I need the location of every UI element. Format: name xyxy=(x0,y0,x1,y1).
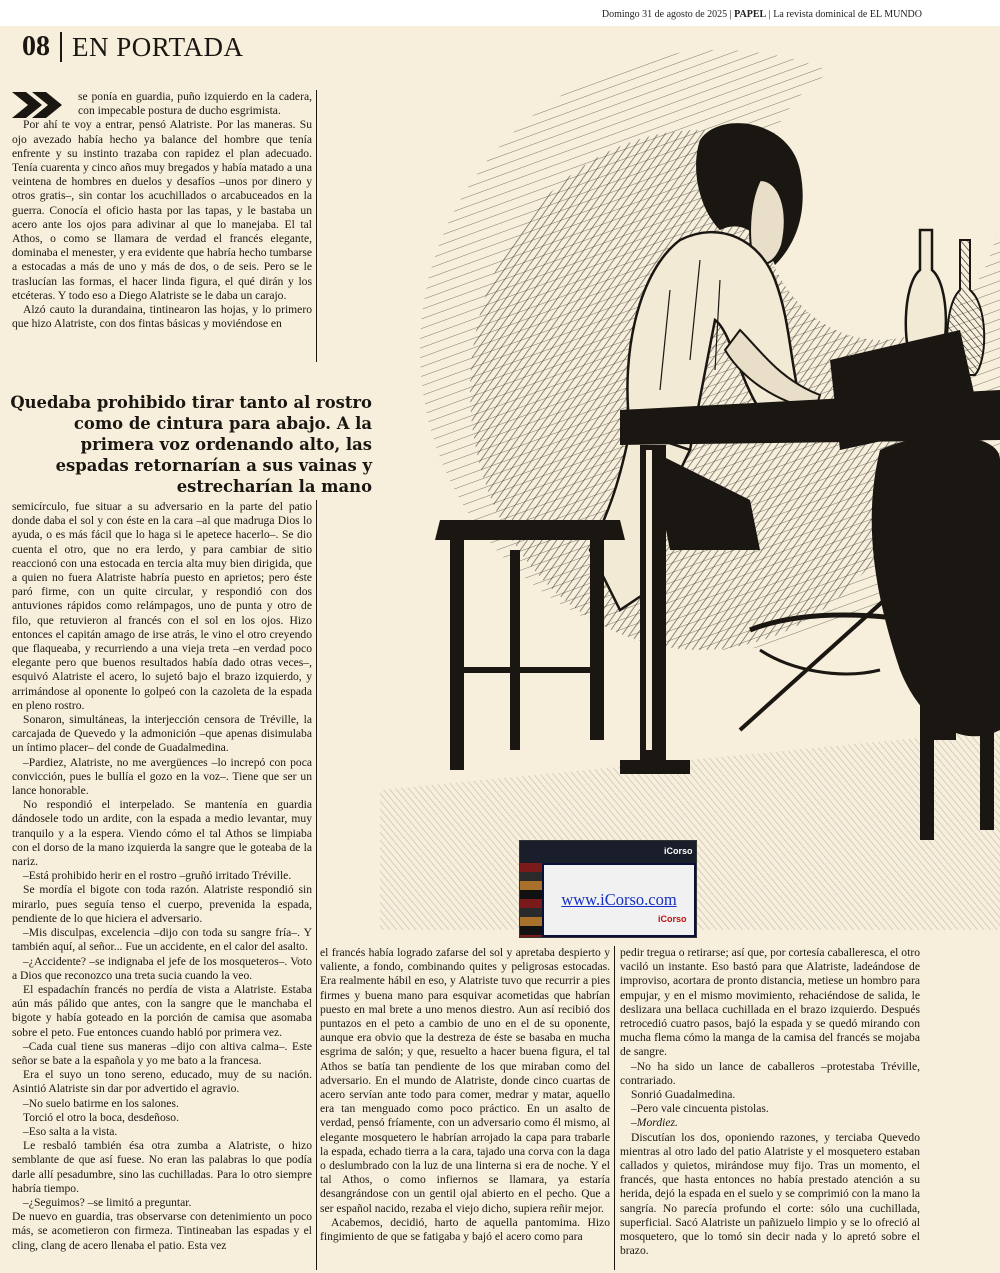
page-number: 08 xyxy=(22,32,62,62)
paragraph: –Pero vale cincuenta pistolas. xyxy=(631,1102,769,1116)
column-rule xyxy=(316,500,317,1270)
article-column-2 xyxy=(320,946,610,1270)
section-title: EN PORTADA xyxy=(72,32,244,62)
paragraph: –Está prohibido herir en el rostro –gruñó irritado Tréville. xyxy=(23,869,292,883)
paragraph: El espadachín francés no perdía de vista a Alatriste. Estaba aún más pálido que antes, con la sangre que le manchaba el bigote y había goteado en la porción de camisa que asomaba sobre el peto. Fue entonces cuando habló por primera vez. xyxy=(12,982,312,1039)
dateline: Domingo 31 de agosto de 2025 | PAPEL | La revista dominical de EL MUNDO xyxy=(601,9,922,20)
paragraph: el francés había logrado zafarse del sol y apretaba despierto y valiente, a fondo, combinando quites y peligrosas estocadas. Era realmente hábil en eso, y Alatriste tuvo que recurrir a pies firmes y buena mano para esquivar acometidas que habrían puesto en mal brete a uno menos diestro. Aun así recibió dos puntazos en el peto a cambio de uno en el de su oponente, aunque era obvio que la destreza de éste se basaba en mucha esgrima de salón; y que, resuelto a hacer buena figura, el tal Athos se batía tan pendiente de los que miraban como del adversario. En el mundo de Alatriste, donde cinco cuartas de acero servían ante todo para comer, medrar y matar, aquello era tan menguado como poco práctico. En un asalto de verdad, pensó fríamente, con un adversario como él mismo, al elegante mosquetero le habrían arrojado la capa para trabarle la espada, echado tierra a la cara, tajado una corva con la daga o deslumbrado con la luz de una linterna si era de noche. Y el tal Athos, o como infiernos se llamara, ya estaría desangrándose con un gentil ojal abierto en el pecho. Que a ser español nacido, rezaba el viejo dicho, supiera reñir mejor. xyxy=(320,946,610,1215)
paragraph: De nuevo en guardia, tras observarse con detenimiento un poco más, se acometieron con firmeza. Tintineaban las espadas y el cling, clang de acero llenaba el patio. Esta vez xyxy=(12,1210,312,1252)
article-column-3 xyxy=(620,946,920,1270)
article-column-1-bottom xyxy=(12,500,312,1270)
paragraph: Torció el otro la boca, desdeñoso. xyxy=(23,1110,179,1124)
paragraph: Por ahí te voy a entrar, pensó Alatriste. Por las maneras. Su ojo avezado había hecho ya balance del hombre que tenía enfrente y su instinto trazaba con rapidez el plan adecuado. Tenía cuarenta y cinco años muy bregados y había matado a una veintena de hombres en duelos y desafíos –unos por dinero y otros gratis–, sin contar los acuchillados o arcabuceados en la guerra. Conocía el oficio hasta por las tapas, y le bastaba un acero ante los ojos para adivinar al que lo manejaba. El tal Athos, o como se llamara de verdad el francés elegante, dominaba el menester, y era evidente que habría hecho tumbarse a estocadas a más de uno y más de dos, o de seis. Pero se le traslucían las formas, el hacer linda figura, el qué dirán y los etcéteras. Y todo eso a Diego Alatriste se le daba un carajo. xyxy=(12,118,312,302)
paragraph: –¿Accidente? –se indignaba el jefe de los mosqueteros–. Voto a Dios que reconozco una treta sucia cuando la veo. xyxy=(12,954,312,982)
paragraph: se ponía en guardia, puño izquierdo en la cadera, con impecable postura de ducho esgrimista. xyxy=(78,90,312,118)
paragraph: No respondió el interpelado. Se mantenía en guardia dándosele todo un ardite, con la espada a medio levantar, muy tranquilo y a la espera. Viendo cómo el tal Athos se limpiaba con el dorso de la mano izquierda la sangre que le goteaba de la nariz. xyxy=(12,798,312,869)
paragraph: Era el suyo un tono sereno, educado, muy de su nación. Asintió Alatriste sin dar por advertido el agravio. xyxy=(12,1068,312,1096)
section-header xyxy=(22,30,243,64)
watermark-brand: iCorso xyxy=(658,914,687,924)
paragraph: Acabemos, decidió, harto de aquella pantomima. Hizo fingimiento de que se fatigaba y bajó el acero como para xyxy=(320,1215,610,1244)
paragraph: –Pardiez, Alatriste, no me avergüences –lo increpó con poca convicción, pues le bullía el gozo en la voz–. Tiene que ser un lance honorable. xyxy=(12,755,312,798)
pull-quote: Quedaba prohibido tirar tanto al rostro como de cintura para abajo. A la primera voz ordenando alto, las espadas retornarían a sus vainas y estrecharían la mano xyxy=(10,393,372,496)
top-bar xyxy=(0,0,1000,26)
paragraph: Alzó cauto la durandaina, tintinearon las hojas, y lo primero que hizo Alatriste, con dos fintas básicas y moviéndose en xyxy=(12,303,312,331)
paragraph: –No ha sido un lance de caballeros –protestaba Tréville, contrariado. xyxy=(620,1059,920,1087)
paragraph: semicírculo, fue situar a su adversario en la parte del patio donde daba el sol y con éste en la cara –al que madruga Dios lo ayuda, o es más fácil que lo haga si le apetece hacerlo–. Se dio cuenta el otro, que no era lerdo, y para cambiar de sitio reaccionó con una estocada en tercia alta muy bien dirigida, que a quien no fuera Alatriste habría puesto en aprietos; pero éste paró firme, con un quite circular, y respondió con dos antuviones rápidos como relámpagos, uno de punta y otro de filo, que retuvieron al francés con el sol en los ojos. Hizo entonces el capitán amago de irse atrás, le vino el otro creyendo que flaqueaba, y recurriendo a una vieja treta –en verdad poco elegante pero que buenos resultados había dado otras veces–, esquivó Alatriste el acero, lo sujetó bajo el brazo izquierdo, y arrimándose al oponente lo golpeó con la cazoleta de la espada en pleno rostro. xyxy=(12,500,312,712)
paragraph: Le resbaló también ésa otra zumba a Alatriste, o hizo semblante de que así fuese. No eran las palabras lo que podía darle allí pesadumbre, sino las cuchilladas. Para lo otro siempre habría tiempo. xyxy=(12,1139,312,1195)
paragraph-italic xyxy=(620,1116,920,1130)
paragraph: Sonrió Guadalmedina. xyxy=(631,1088,736,1102)
paragraph: –¿Seguimos? –se limitó a preguntar. xyxy=(23,1195,192,1209)
paragraph: –Eso salta a la vista. xyxy=(23,1124,118,1138)
paragraph: pedir tregua o retirarse; así que, por cortesía caballeresca, el otro vaciló un instante. Eso bastó para que Alatriste, ladeándose de improviso, acortara de pronto distancia, metiese un hombro para empujar, y en el mismo movimiento, rehaciéndose de salida, le deslizara una bellaca cuchillada en el brazo izquierdo. Después retrocedió cuatro pasos, bajó la espada y se quedó mirando con mucha flema cómo la manga de la camisa del francés se mojaba de sangre. xyxy=(620,946,920,1059)
paragraph: Se mordía el bigote con toda razón. Alatriste respondió sin mirarlo, pues seguía tenso el cuerpo, prevenida la espada, pendiente de lo que hiciera el adversario. xyxy=(12,883,312,925)
watermark-url[interactable]: www.iCorso.com xyxy=(561,890,677,909)
italic-exclamation: –Mordiez. xyxy=(631,1116,678,1130)
paragraph: –No suelo batirme en los salones. xyxy=(23,1096,179,1110)
illustration xyxy=(320,30,1000,930)
paragraph: Sonaron, simultáneas, la interjección censora de Tréville, la carcajada de Quevedo y la admonición –que apenas disimulaba un íntimo placer– del conde de Guadalmedina. xyxy=(12,713,312,755)
paragraph: –Cada cual tiene sus maneras –dijo con altiva calma–. Este señor se bate a la española y yo me bato a la francesa. xyxy=(12,1039,312,1067)
watermark-badge xyxy=(519,840,697,938)
date: Domingo 31 de agosto de 2025 xyxy=(601,9,728,20)
watermark-brand-top: iCorso xyxy=(664,846,693,856)
article-column-1-top xyxy=(12,90,312,362)
column-rule xyxy=(614,946,615,1270)
paragraph: Discutían los dos, oponiendo razones, y terciaba Quevedo mientras al otro lado del patio Alatriste y el mosquetero estaban callados y quietos, mirándose muy fijo. Tras un momento, el francés, que hasta entonces no había prestado atención a su herida, dejó la espada en el suelo y se comprimió con la mano la sangría. No parecía profundo el corte: sólo una cuchillada, superficial. Sacó Alatriste un pañizuelo limpio y se lo ofreció al mosquetero, que lo tomó sin decir nada y lo apretó sobre el brazo. xyxy=(620,1130,920,1258)
watermark-sidebar xyxy=(520,863,542,937)
paragraph: –Mis disculpas, excelencia –dijo con toda su sangre fría–. Y también aquí, al señor... Fue un accidente, en el calor del asalto. xyxy=(12,926,312,954)
publication-tagline: La revista dominical de EL MUNDO xyxy=(773,9,922,20)
column-rule xyxy=(316,90,317,362)
publication-name: PAPEL xyxy=(734,9,767,20)
